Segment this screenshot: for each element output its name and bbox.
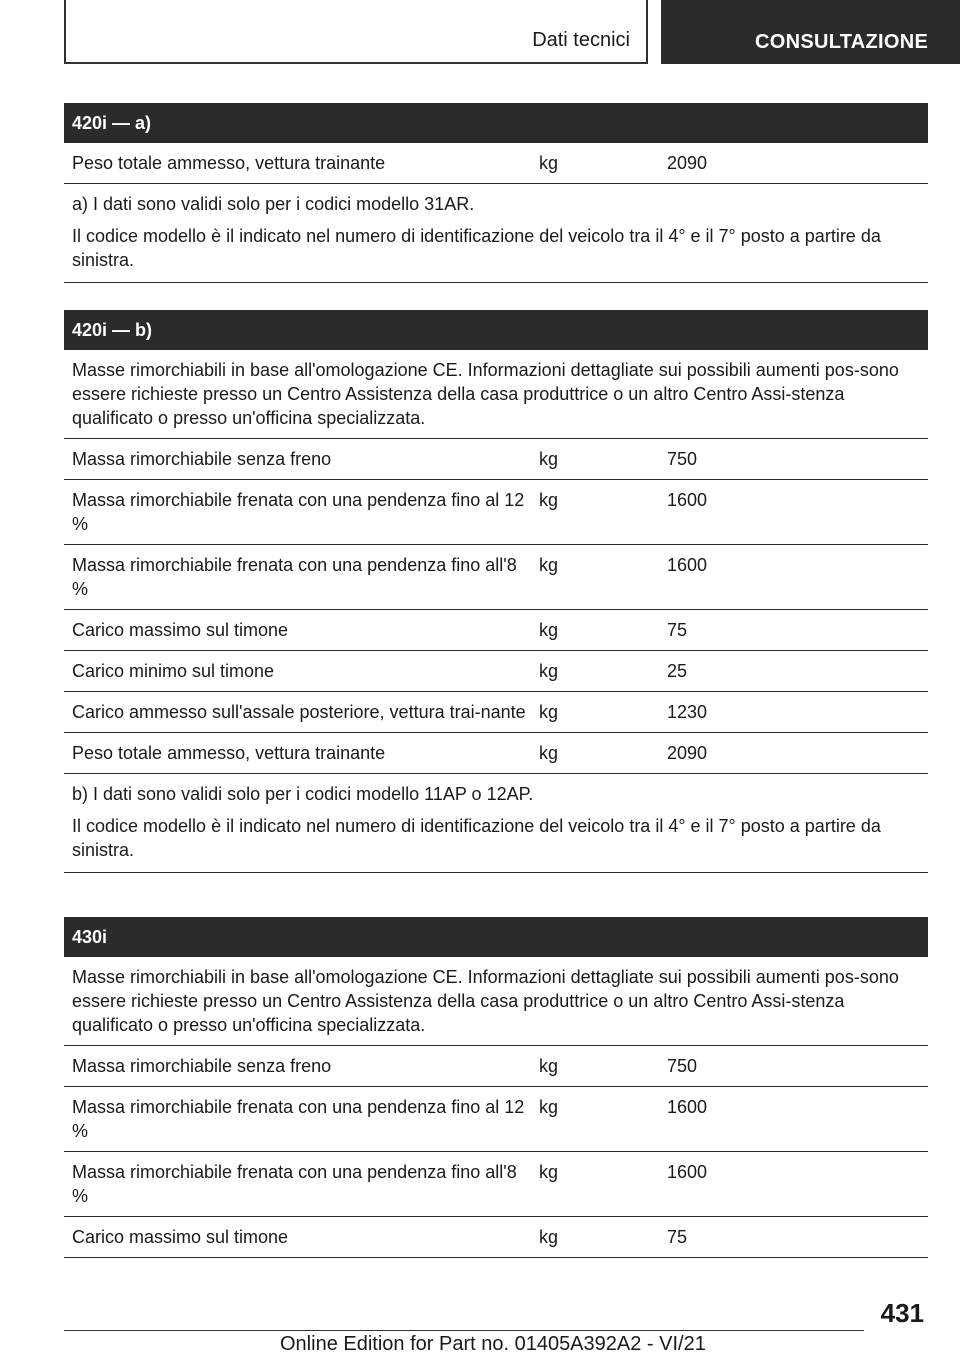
footnote-line: b) I dati sono validi solo per i codici modello 11AP o 12AP. <box>72 784 534 804</box>
header-section-box <box>64 0 648 64</box>
row-label: Carico massimo sul timone <box>72 1227 289 1247</box>
footnote-line: Il codice modello è il indicato nel numero di identificazione del veicolo tra il 4° e il 7° posto a partire da sinistra. <box>72 816 881 860</box>
row-unit: kg <box>539 743 559 763</box>
edition-notice: Online Edition for Part no. 01405A392A2 - VI/21 <box>280 1333 706 1355</box>
table-row <box>64 733 928 774</box>
row-unit: kg <box>539 1097 559 1117</box>
table-footnote <box>64 184 928 283</box>
row-value: 2090 <box>667 743 708 763</box>
footer-divider <box>64 1330 864 1331</box>
row-label: Peso totale ammesso, vettura trainante <box>72 153 386 173</box>
table-title: 430i <box>64 917 928 957</box>
table-row <box>64 439 928 480</box>
table-row <box>64 692 928 733</box>
row-label: Massa rimorchiabile senza freno <box>72 1056 332 1076</box>
table-footnote <box>64 774 928 873</box>
row-label: Carico minimo sul timone <box>72 661 275 681</box>
table-intro: Masse rimorchiabili in base all'omologazione CE. Informazioni dettagliate sui possibili aumenti pos-sono essere richieste presso un Centro Assistenza della casa produttrice o un altro Centro Assi-stenza qualificato o presso un'officina specializzata. <box>64 350 928 439</box>
row-unit: kg <box>539 1162 559 1182</box>
row-unit: kg <box>539 1227 559 1247</box>
row-label: Carico ammesso sull'assale posteriore, vettura trai-nante <box>72 702 526 722</box>
header-chapter-box <box>661 0 960 64</box>
row-value: 1600 <box>667 1097 708 1117</box>
table-row <box>64 1046 928 1087</box>
table-title: 420i — b) <box>64 310 928 350</box>
row-value: 1600 <box>667 555 708 575</box>
row-unit: kg <box>539 702 559 722</box>
footnote-line: a) I dati sono validi solo per i codici modello 31AR. <box>72 194 475 214</box>
row-unit: kg <box>539 555 559 575</box>
table-row <box>64 610 928 651</box>
page-number: 431 <box>880 1298 924 1328</box>
table-intro: Masse rimorchiabili in base all'omologazione CE. Informazioni dettagliate sui possibili aumenti pos-sono essere richieste presso un Centro Assistenza della casa produttrice o un altro Centro Assi-stenza qualificato o presso un'officina specializzata. <box>64 957 928 1046</box>
table-title: 420i — a) <box>64 103 928 143</box>
row-label: Massa rimorchiabile frenata con una pendenza fino al 12 % <box>72 1097 525 1141</box>
row-unit: kg <box>539 449 559 469</box>
table-row <box>64 1217 928 1258</box>
table-row <box>64 651 928 692</box>
section-title: Dati tecnici <box>532 29 630 51</box>
row-label: Massa rimorchiabile frenata con una pendenza fino al 12 % <box>72 490 525 534</box>
table-row <box>64 1087 928 1152</box>
row-label: Massa rimorchiabile frenata con una pendenza fino all'8 % <box>72 555 517 599</box>
chapter-title: CONSULTAZIONE <box>755 31 929 53</box>
row-value: 1600 <box>667 1162 708 1182</box>
row-value: 75 <box>667 1227 688 1247</box>
table-row <box>64 480 928 545</box>
footnote-line: Il codice modello è il indicato nel numero di identificazione del veicolo tra il 4° e il 7° posto a partire da sinistra. <box>72 226 881 270</box>
row-value: 75 <box>667 620 688 640</box>
table-row <box>64 143 928 184</box>
spec-table-420i-a <box>64 103 928 283</box>
row-value: 1230 <box>667 702 708 722</box>
row-label: Carico massimo sul timone <box>72 620 289 640</box>
row-unit: kg <box>539 153 559 173</box>
row-unit: kg <box>539 490 559 510</box>
row-unit: kg <box>539 1056 559 1076</box>
table-row <box>64 1152 928 1217</box>
row-value: 750 <box>667 449 698 469</box>
row-unit: kg <box>539 661 559 681</box>
table-row <box>64 545 928 610</box>
row-value: 1600 <box>667 490 708 510</box>
row-value: 25 <box>667 661 688 681</box>
spec-table-420i-b <box>64 310 928 873</box>
row-unit: kg <box>539 620 559 640</box>
row-value: 750 <box>667 1056 698 1076</box>
row-value: 2090 <box>667 153 708 173</box>
row-label: Massa rimorchiabile frenata con una pendenza fino all'8 % <box>72 1162 517 1206</box>
row-label: Peso totale ammesso, vettura trainante <box>72 743 386 763</box>
spec-table-430i <box>64 917 928 1258</box>
row-label: Massa rimorchiabile senza freno <box>72 449 332 469</box>
